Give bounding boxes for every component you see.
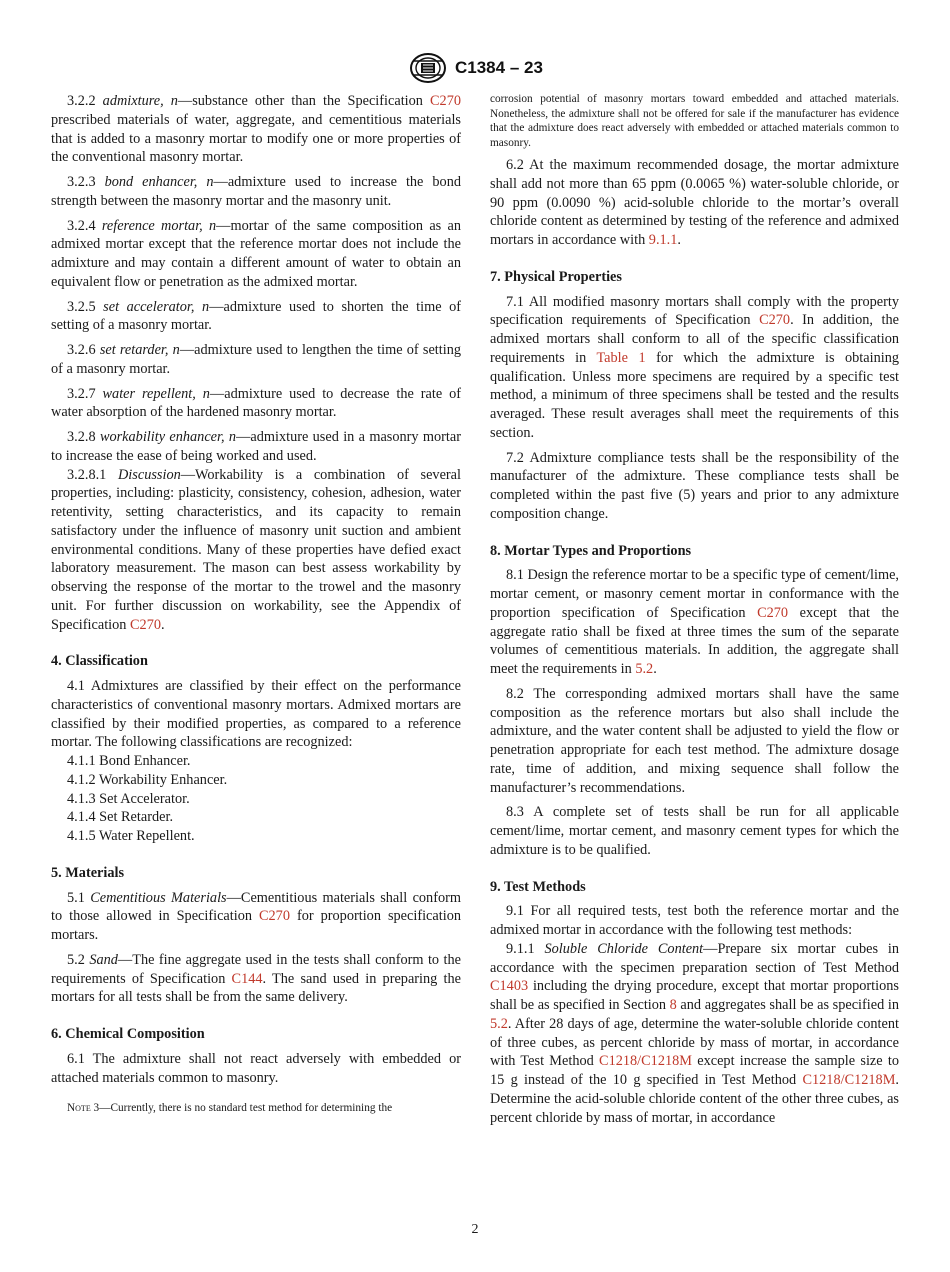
paragraph-9-1: 9.1 For all required tests, test both the reference mortar and the admixed mortar in accordance with the following test methods: <box>490 903 899 938</box>
definition-3-2-7: 3.2.7 water repellent, n—admixture used to decrease the rate of water absorption of the hardened masonry mortar. <box>51 385 461 421</box>
ref-link[interactable]: C270 <box>759 312 791 329</box>
ref-link[interactable]: 5.2 <box>490 1015 508 1032</box>
section-heading-6: 6. Chemical Composition <box>51 1026 205 1042</box>
ref-link[interactable]: C270 <box>259 908 290 925</box>
definition-3-2-2: 3.2.2 admixture, n—substance other than the Specification C270 prescribed materials of water, aggregate, and cementitious materials that is added to a masonry mortar to modify one or more properties of the conventional masonry mortar. <box>51 93 461 166</box>
paragraph-8-2: 8.2 The corresponding admixed mortars shall have the same composition as the reference mortars but also shall include the admixture, and the water content shall be adjusted to yield the flow or penetration appropriate for each test method. The admixture dosage rate, time of addition, and mixing sequence shall follow the manufacturer’s recommendations. <box>490 685 899 796</box>
paragraph-7-1: 7.1 All modified masonry mortars shall comply with the property specification requirements of Specification C270. In addition, the admixed mortars shall conform to all of the specific classification requirements in Table 1 for which the admixture is obtaining qualification. Unless more specimens are required by a specific test method, a minimum of three specimens shall be tested and the results averaged. These result averages shall meet the requirements of this section. <box>490 293 899 441</box>
paragraph-5-2: 5.2 Sand—The fine aggregate used in the tests shall conform to the requirements of Specification C144. The sand used in preparing the mortars for all tests shall be from the same delivery. <box>51 951 461 1006</box>
ref-link[interactable]: C1218/C1218M <box>802 1072 896 1088</box>
paragraph-8-3: 8.3 A complete set of tests shall be run for all applicable cement/lime, mortar cement, and masonry cement types for which the admixture is to be qualified. <box>490 804 899 858</box>
ref-link[interactable]: C1218/C1218M <box>599 1053 692 1070</box>
section-heading-7: 7. Physical Properties <box>490 268 622 285</box>
list-item: 4.1.1 Bond Enhancer. <box>67 753 191 769</box>
ref-link[interactable]: Table 1 <box>596 349 646 366</box>
section-heading-4: 4. Classification <box>51 653 148 670</box>
paragraph-6-1: 6.1 The admixture shall not react adversely with embedded or attached materials common to masonry. <box>51 1050 461 1086</box>
definition-3-2-8: 3.2.8 workability enhancer, n—admixture used in a masonry mortar to increase the ease of being worked and used. <box>51 429 461 464</box>
paragraph-9-1-1: 9.1.1 Soluble Chloride Content—Prepare six mortar cubes in accordance with the specimen preparation section of Test Method C1403 including the drying procedure, except that mortar proportions shall be as specified in Section 8 and aggregates shall be as specified in 5.2. After 28 days of age, determine the water-soluble chloride content of three cubes, as percent chloride by mass of mortar, in accordance with Test Method C1218/C1218M except increase the sample size to 15 g instead of the 10 g specified in Test Method C1218/C1218M. Determine the acid-soluble chloride content of the other three cubes, as percent chloride by mass of mortar, in accordance <box>490 940 899 1126</box>
section-heading-5: 5. Materials <box>51 864 125 881</box>
definition-3-2-6: 3.2.6 set retarder, n—admixture used to lengthen the time of setting of a masonry mortar. <box>51 342 462 377</box>
list-item: 4.1.5 Water Repellent. <box>67 828 195 844</box>
ref-link[interactable]: 8 <box>669 997 677 1013</box>
note-3: Note 3—Currently, there is no standard test method for determining the <box>67 1102 393 1115</box>
ref-link[interactable]: C144 <box>231 970 263 987</box>
astm-logo-icon <box>408 52 448 84</box>
right-column <box>490 92 899 1127</box>
list-item: 4.1.3 Set Accelerator. <box>67 790 190 807</box>
section-heading-8: 8. Mortar Types and Proportions <box>490 542 692 559</box>
definition-3-2-3: 3.2.3 bond enhancer, n—admixture used to increase the bond strength between the masonry mortar and the masonry unit. <box>51 174 461 209</box>
ref-link[interactable]: C270 <box>130 616 161 633</box>
definition-3-2-5: 3.2.5 set accelerator, n—admixture used to shorten the time of setting of a masonry mortar. <box>51 298 462 334</box>
ref-link[interactable]: C1403 <box>490 978 529 995</box>
ref-link[interactable]: C270 <box>430 93 461 109</box>
paragraph-4-1: 4.1 Admixtures are classified by their effect on the performance characteristics of conventional masonry mortars. Admixed mortars are classified by their modified properties, as compared to a reference mortar. The following classifications are recognized: <box>51 678 461 751</box>
list-item: 4.1.2 Workability Enhancer. <box>67 771 228 788</box>
discussion-3-2-8-1: 3.2.8.1 Discussion—Workability is a combination of several properties, including: plasticity, consistency, cohesion, adhesion, water retentivity, setting characteristics, and its capacity to remain satisfactory under the influence of masonry unit suction and ambient environmental conditions. Many of these properties have defied exact laboratory measurement. The mason can best assess workability by observing the response of the mortar to the trowel and the masonry unit. For further discussion on workability, see the Appendix of Specification C270. <box>51 466 461 633</box>
note-3-continued: corrosion potential of masonry mortars toward embedded and attached materials. Nonetheless, the admixture shall not be offered for sale if the manufacturer has evidence that the admixture does react adversely with embedded or attached materials common to masonry. <box>490 93 899 149</box>
section-heading-9: 9. Test Methods <box>490 878 586 895</box>
ref-link[interactable]: C270 <box>757 604 789 621</box>
left-column <box>51 92 461 1116</box>
paragraph-7-2: 7.2 Admixture compliance tests shall be the responsibility of the manufacturer of the admixture. These compliance tests shall be completed within the past five (5) years and prior to any admixture composition change. <box>490 449 899 522</box>
page-header <box>0 52 950 86</box>
page-number: 2 <box>471 1222 479 1237</box>
ref-link[interactable]: 5.2 <box>635 661 654 677</box>
paragraph-6-2: 6.2 At the maximum recommended dosage, the mortar admixture shall add not more than 65 ppm (0.0065 %) water-soluble chloride, or 90 ppm (0.0090 %) acid-soluble chloride to the mortar’s overall chloride content as determined by testing of the reference and admixed mortars in accordance with 9.1.1. <box>490 157 899 248</box>
definition-3-2-4: 3.2.4 reference mortar, n—mortar of the same composition as an admixed mortar except that the reference mortar does not include the admixture and may contain a different amount of water to obtain an equivalent flow or penetration as the admixed mortar. <box>51 217 461 290</box>
standard-designation: C1384 – 23 <box>455 58 543 77</box>
paragraph-8-1: 8.1 Design the reference mortar to be a specific type of cement/lime, mortar cement, or masonry cement mortar in conformance with the proportion specification of Specification C270 except that the aggregate ratio shall be fixed at three times the sum of the separate volumes of cementitious materials. In addition, the aggregate shall meet the requirements in 5.2. <box>490 567 899 677</box>
paragraph-5-1: 5.1 Cementitious Materials—Cementitious materials shall conform to those allowed in Specification C270 for proportion specification mortars. <box>51 889 461 943</box>
list-item: 4.1.4 Set Retarder. <box>67 809 174 826</box>
ref-link[interactable]: 9.1.1 <box>648 232 678 248</box>
